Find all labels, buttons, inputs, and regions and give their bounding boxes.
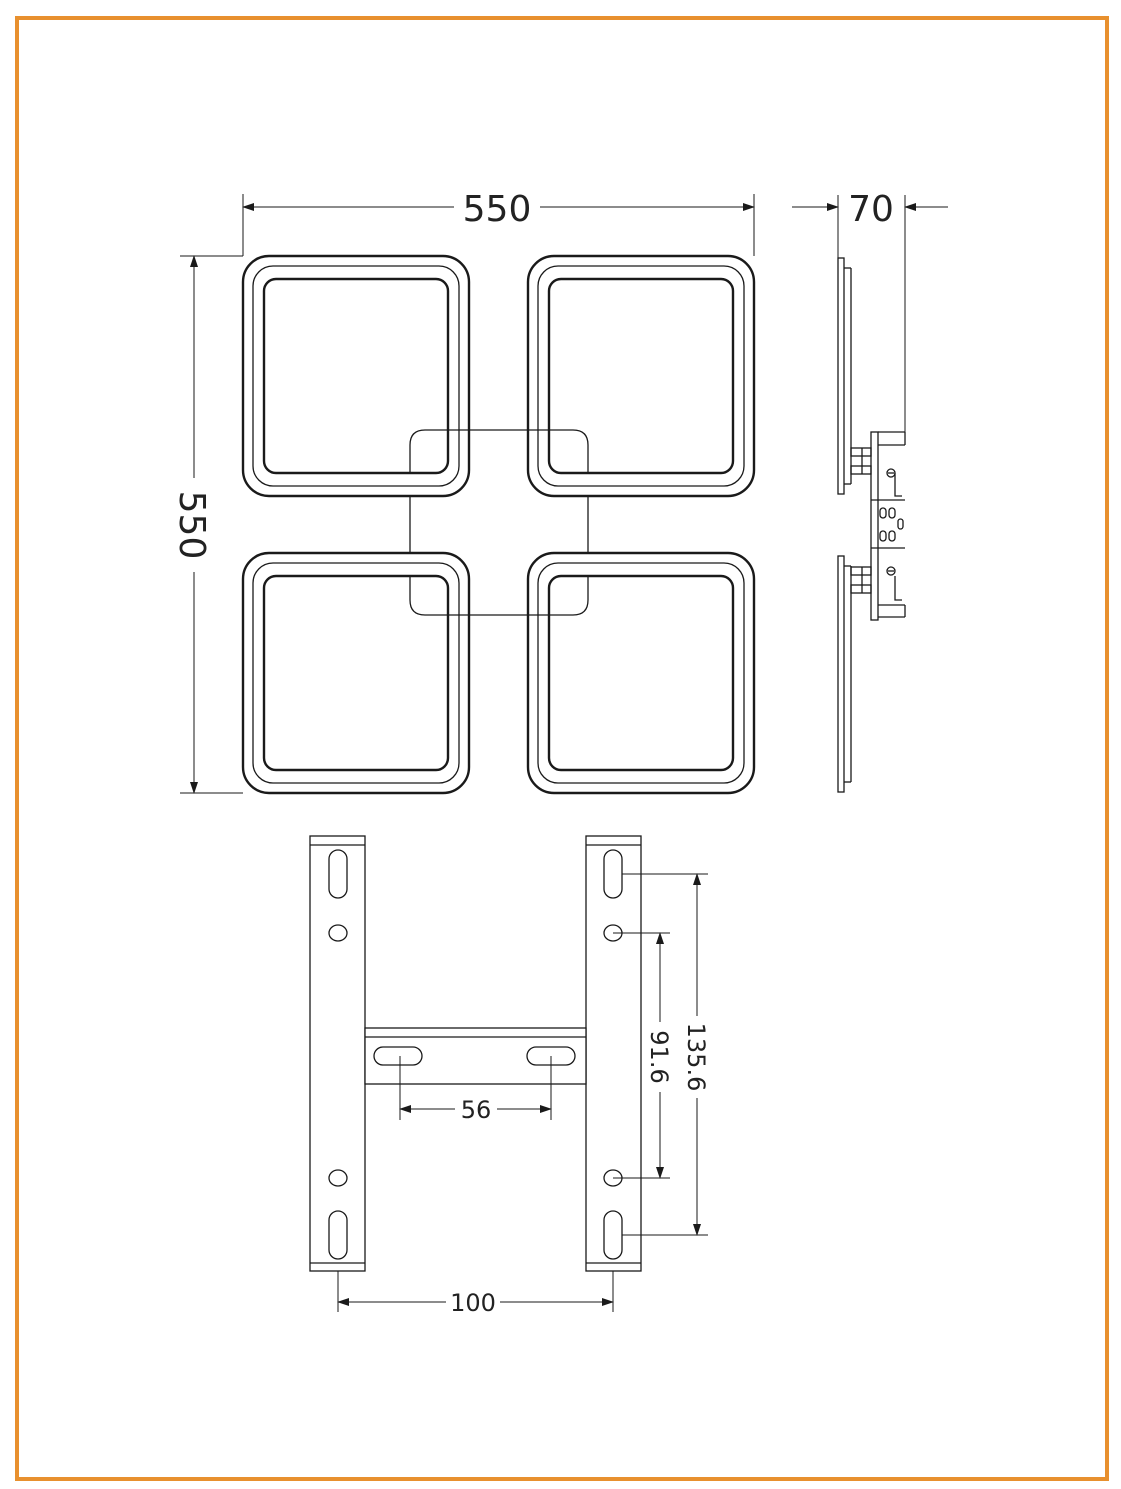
light-square-bottom-right xyxy=(528,553,754,793)
width-label: 550 xyxy=(462,189,532,230)
front-view xyxy=(171,189,754,793)
side-view xyxy=(792,189,948,792)
side-panel-upper xyxy=(838,258,851,494)
slot-spacing-label: 56 xyxy=(460,1096,492,1124)
light-square-top-right xyxy=(528,256,754,496)
bracket-crossbar xyxy=(365,1028,586,1084)
side-panel-lower xyxy=(838,556,851,792)
slot-vertical-label: 135.6 xyxy=(682,1022,710,1092)
mounting-bracket xyxy=(310,836,710,1317)
rail-spacing-dimension xyxy=(338,1271,613,1317)
bracket-left-rail xyxy=(310,836,365,1271)
hole-vertical-label: 91.6 xyxy=(645,1030,673,1084)
rail-spacing-label: 100 xyxy=(450,1289,496,1317)
bracket-right-rail xyxy=(586,836,641,1271)
width-dimension xyxy=(243,189,754,256)
height-dimension xyxy=(171,256,243,793)
depth-label: 70 xyxy=(848,189,894,230)
depth-dimension xyxy=(792,189,948,460)
light-square-top-left xyxy=(243,256,469,496)
side-mount-bracket xyxy=(851,432,905,620)
height-label: 550 xyxy=(171,490,212,560)
light-square-bottom-left xyxy=(243,553,469,793)
